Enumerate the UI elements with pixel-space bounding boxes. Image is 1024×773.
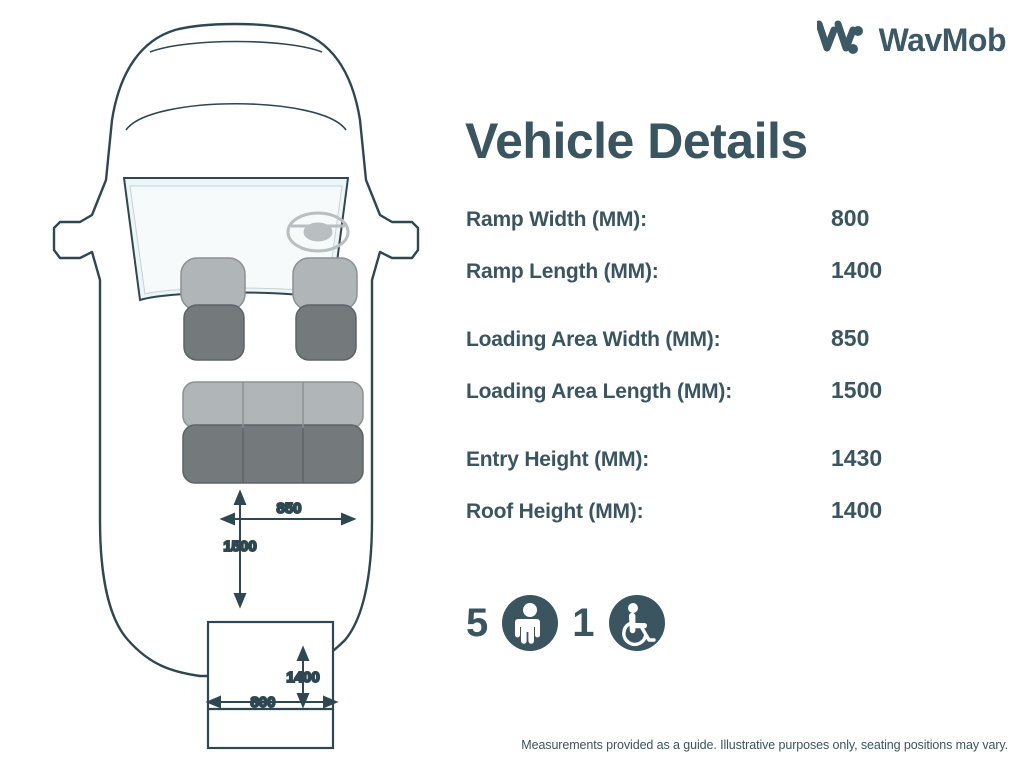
wheelchair-count: 1 bbox=[572, 601, 595, 645]
dimension-ramp-length: 1400 bbox=[286, 669, 320, 686]
spec-row-ramp-width bbox=[466, 205, 1011, 257]
spec-label: Loading Area Width (MM): bbox=[466, 328, 721, 351]
spec-row-loading-area-width bbox=[466, 325, 1011, 377]
spec-label: Ramp Width (MM): bbox=[466, 208, 647, 231]
spec-list bbox=[466, 205, 1011, 549]
footnote: Measurements provided as a guide. Illustrative purposes only, seating positions may vary. bbox=[521, 738, 1008, 752]
dimension-loading-length: 1500 bbox=[223, 538, 257, 555]
spec-row-loading-area-length bbox=[466, 377, 1011, 429]
person-icon bbox=[502, 595, 558, 651]
seat-count: 5 bbox=[466, 601, 489, 645]
spec-row-roof-height bbox=[466, 497, 1011, 549]
dimension-loading-width: 850 bbox=[276, 500, 302, 517]
spec-value: 1400 bbox=[831, 497, 883, 523]
spec-label: Entry Height (MM): bbox=[466, 448, 650, 471]
rear-bench-seat bbox=[183, 382, 363, 483]
spec-row-entry-height bbox=[466, 445, 1011, 497]
vehicle-plan-svg bbox=[0, 0, 430, 768]
dimension-ramp-width: 800 bbox=[250, 694, 276, 711]
spec-label: Ramp Length (MM): bbox=[466, 260, 659, 283]
spec-label: Roof Height (MM): bbox=[466, 500, 644, 523]
spec-value: 1500 bbox=[831, 377, 883, 403]
vehicle-details-panel bbox=[460, 0, 1020, 768]
spec-value: 1430 bbox=[831, 445, 883, 471]
spec-value: 1400 bbox=[831, 257, 883, 283]
wheelchair-icon bbox=[609, 595, 665, 651]
page-title: Vehicle Details bbox=[465, 113, 808, 169]
brand-name: WavMob bbox=[878, 21, 1006, 58]
spec-row-ramp-length bbox=[466, 257, 1011, 309]
spec-label: Loading Area Length (MM): bbox=[466, 380, 733, 403]
spec-value: 800 bbox=[831, 205, 870, 231]
spec-value: 850 bbox=[831, 325, 870, 351]
capacity-summary bbox=[466, 595, 665, 651]
vehicle-diagram bbox=[0, 0, 430, 768]
